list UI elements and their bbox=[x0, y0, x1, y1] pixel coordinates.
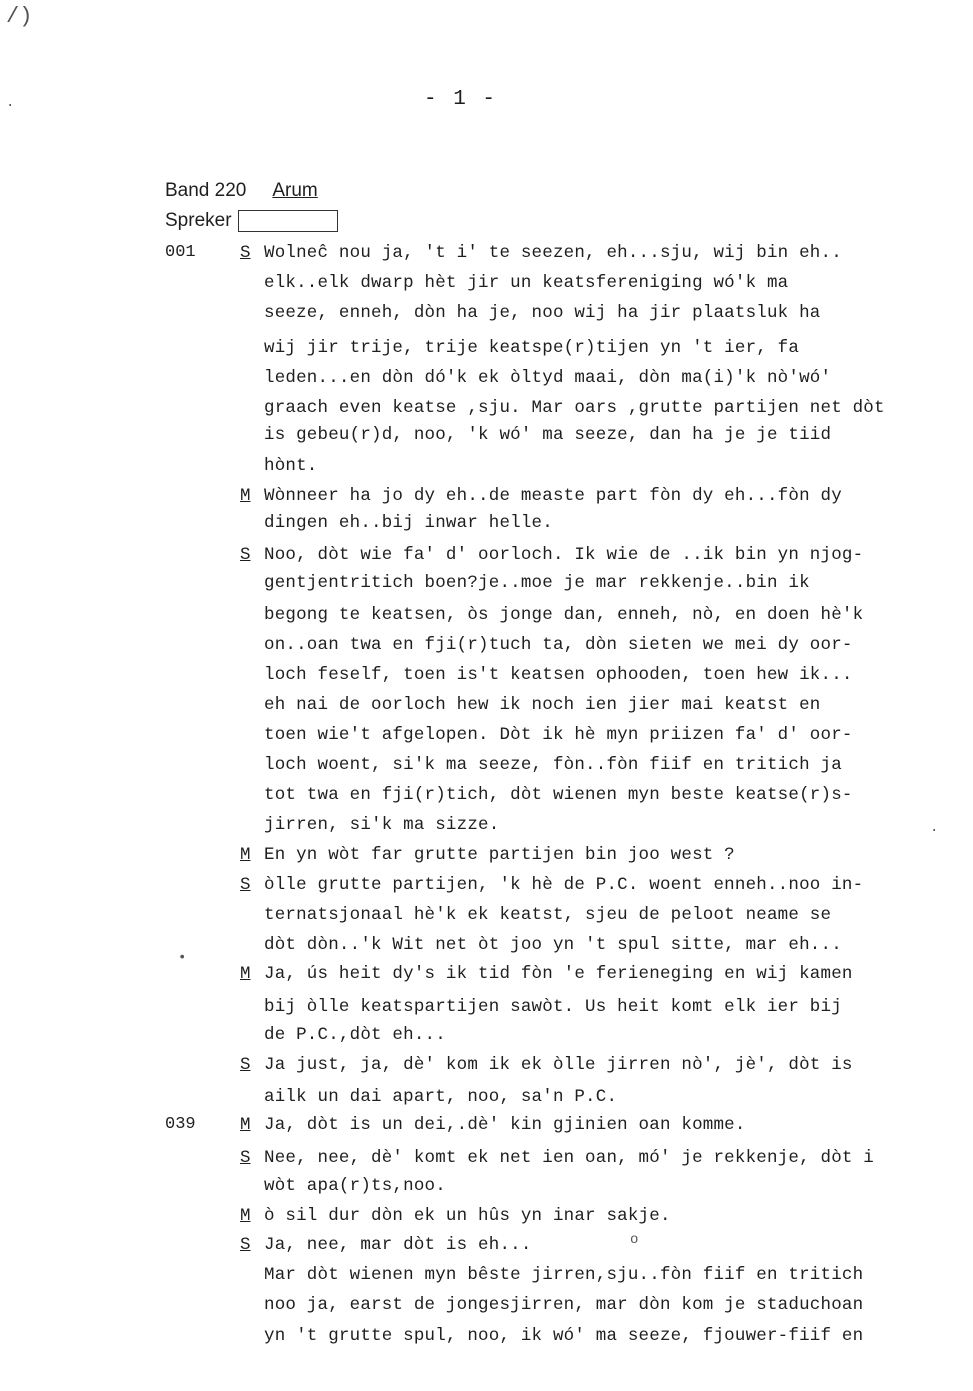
transcript-line: tot twa en fji(r)tich, dòt wienen myn beste keatse(r)s- bbox=[264, 785, 853, 805]
transcript-line: ailk un dai apart, noo, sa'n P.C. bbox=[264, 1087, 618, 1107]
transcript-line: leden...en dòn dó'k ek òltyd maai, dòn ma(i)'k nò'wó' bbox=[264, 368, 832, 388]
speaker-header bbox=[165, 210, 338, 232]
speaker-code: S bbox=[240, 1235, 251, 1255]
speaker-code: S bbox=[240, 875, 251, 895]
transcript-line: bij òlle keatspartijen sawòt. Us heit komt elk ier bij bbox=[264, 997, 842, 1017]
transcript-line: Ja, nee, mar dòt is eh... bbox=[264, 1235, 532, 1255]
scan-speck: o bbox=[630, 1232, 639, 1248]
transcript-line: begong te keatsen, òs jonge dan, enneh, nò, en doen hè'k bbox=[264, 605, 864, 625]
transcript-line: ò sil dur dòn ek un hûs yn inar sakje. bbox=[264, 1206, 671, 1226]
line-number: 001 bbox=[165, 243, 196, 262]
line-number: 039 bbox=[165, 1115, 196, 1134]
transcript-line: seeze, enneh, dòn ha je, noo wij ha jir plaatsluk ha bbox=[264, 303, 821, 323]
speaker-code: M bbox=[240, 486, 251, 506]
speaker-code: S bbox=[240, 243, 251, 263]
transcript-line: gentjentritich boen?je..moe je mar rekkenje..bin ik bbox=[264, 573, 810, 593]
speaker-name-box bbox=[238, 210, 338, 232]
transcript-line: toen wie't afgelopen. Dòt ik hè myn priizen fa' d' oor- bbox=[264, 725, 853, 745]
band-header bbox=[165, 180, 318, 202]
transcript-line: graach even keatse ,sju. Mar oars ,grutte partijen net dòt bbox=[264, 398, 885, 418]
speaker-code: S bbox=[240, 1055, 251, 1075]
band-place: Arum bbox=[272, 180, 318, 201]
band-label: Band 220 bbox=[165, 180, 247, 201]
speaker-code: S bbox=[240, 545, 251, 565]
transcript-line: eh nai de oorloch hew ik noch ien jier mai keatst en bbox=[264, 695, 821, 715]
transcript-line: òlle grutte partijen, 'k hè de P.C. woent enneh..noo in- bbox=[264, 875, 864, 895]
transcript-line: Ja, dòt is un dei,.dè' kin gjinien oan komme. bbox=[264, 1115, 746, 1135]
transcript-line: Wolneĉ nou ja, 't i' te seezen, eh...sju, wij bin eh.. bbox=[264, 243, 842, 263]
speaker-code: M bbox=[240, 1115, 251, 1135]
transcript-line: dingen eh..bij inwar helle. bbox=[264, 513, 553, 533]
scan-speck: · bbox=[6, 98, 15, 114]
speaker-label: Spreker bbox=[165, 210, 232, 232]
transcript-line: de P.C.,dòt eh... bbox=[264, 1025, 446, 1045]
transcript-line: on..oan twa en fji(r)tuch ta, dòn sieten we mei dy oor- bbox=[264, 635, 853, 655]
speaker-code: M bbox=[240, 964, 251, 984]
transcript-line: wòt apa(r)ts,noo. bbox=[264, 1176, 446, 1196]
speaker-code: S bbox=[240, 1148, 251, 1168]
corner-mark: /) bbox=[6, 4, 33, 29]
transcript-line: loch feself, toen is't keatsen ophooden, toen hew ik... bbox=[264, 665, 853, 685]
transcript-line: noo ja, earst de jongesjirren, mar dòn kom je staduchoan bbox=[264, 1295, 864, 1315]
transcript-line: hònt. bbox=[264, 456, 318, 476]
transcript-line: Ja, ús heit dy's ik tid fòn 'e ferieneging en wij kamen bbox=[264, 964, 853, 984]
transcript-line: jirren, si'k ma sizze. bbox=[264, 815, 500, 835]
transcript-line: ternatsjonaal hè'k ek keatst, sjeu de peloot neame se bbox=[264, 905, 832, 925]
page-number: - 1 - bbox=[424, 88, 498, 111]
transcript-line: loch woent, si'k ma seeze, fòn..fòn fiif en tritich ja bbox=[264, 755, 842, 775]
transcript-line: dòt dòn..'k Wit net òt joo yn 't spul sitte, mar eh... bbox=[264, 935, 842, 955]
transcript-line: wij jir trije, trije keatspe(r)tijen yn 't ier, fa bbox=[264, 338, 800, 358]
transcript-line: Nee, nee, dè' komt ek net ien oan, mó' je rekkenje, dòt i bbox=[264, 1148, 874, 1168]
transcript-line: Noo, dòt wie fa' d' oorloch. Ik wie de ..ik bin yn njog- bbox=[264, 545, 864, 565]
transcript-line: Ja just, ja, dè' kom ik ek òlle jirren nò', jè', dòt is bbox=[264, 1055, 853, 1075]
scan-speck: • bbox=[178, 950, 187, 966]
scan-speck: . bbox=[930, 820, 939, 836]
transcript-line: En yn wòt far grutte partijen bin joo west ? bbox=[264, 845, 735, 865]
transcript-line: Wònneer ha jo dy eh..de measte part fòn dy eh...fòn dy bbox=[264, 486, 842, 506]
transcript-line: elk..elk dwarp hèt jir un keatsfereniging wó'k ma bbox=[264, 273, 789, 293]
speaker-code: M bbox=[240, 1206, 251, 1226]
speaker-code: M bbox=[240, 845, 251, 865]
transcript-line: is gebeu(r)d, noo, 'k wó' ma seeze, dan ha je je tiid bbox=[264, 425, 832, 445]
transcript-line: Mar dòt wienen myn bêste jirren,sju..fòn fiif en tritich bbox=[264, 1265, 864, 1285]
transcript-line: yn 't grutte spul, noo, ik wó' ma seeze, fjouwer-fiif en bbox=[264, 1326, 864, 1346]
